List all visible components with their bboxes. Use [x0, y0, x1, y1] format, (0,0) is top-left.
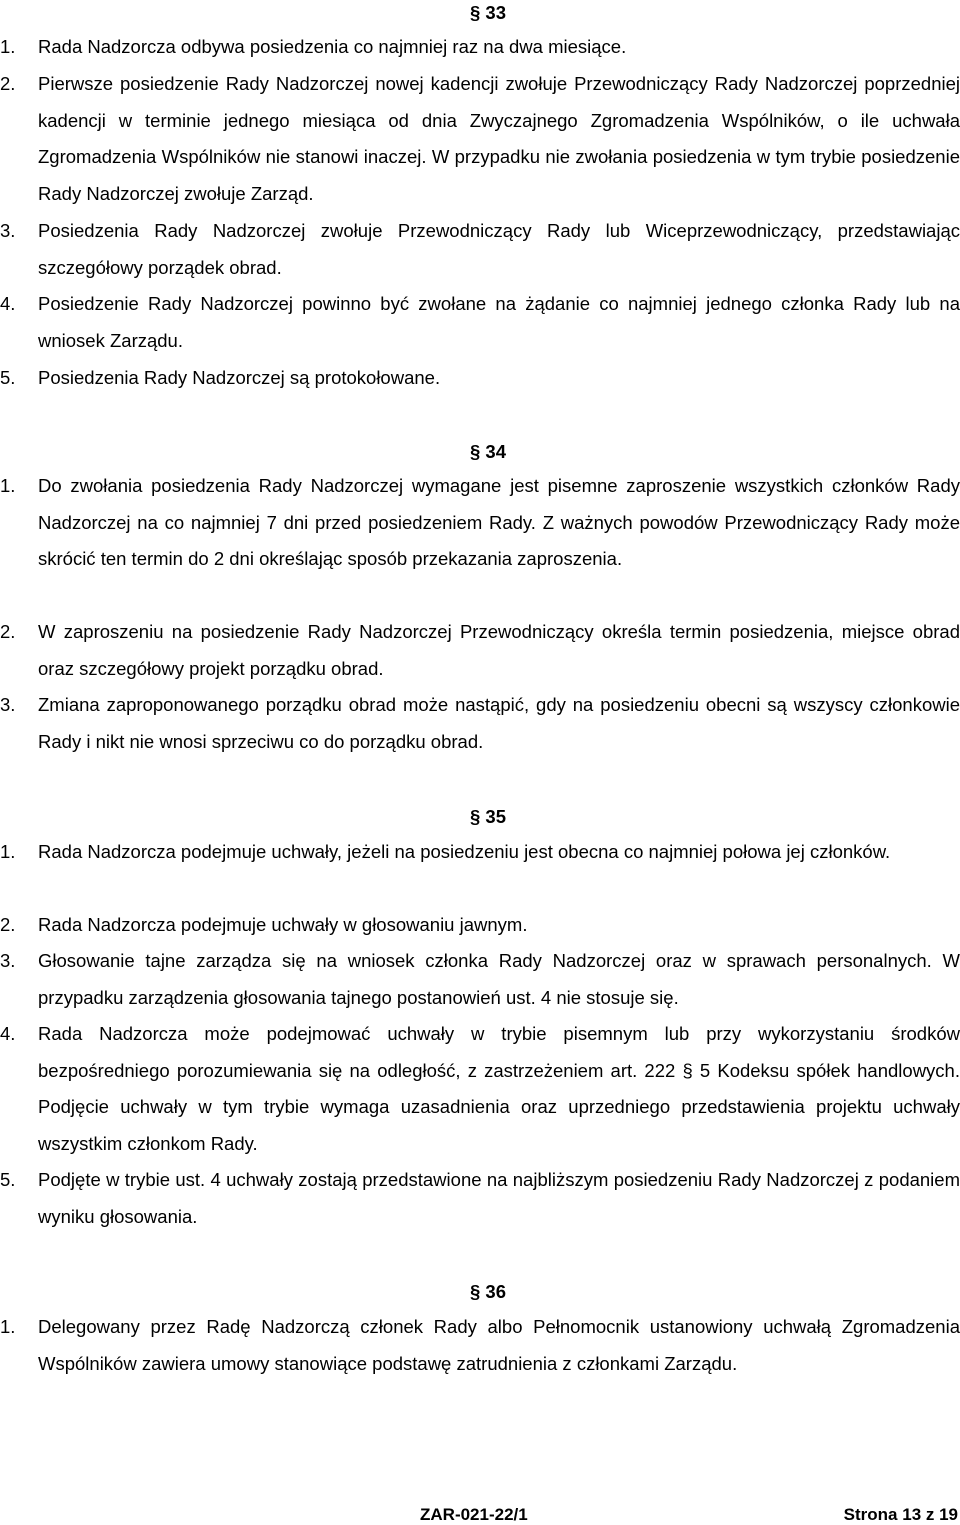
item-text: Podjęte w trybie ust. 4 uchwały zostają przedstawione na najbliższym posiedzeniu Rady Nadzorczej z podaniem wyniku głosowania. — [38, 1169, 960, 1227]
page-footer — [0, 1505, 960, 1525]
item-text: W zaproszeniu na posiedzenie Rady Nadzorczej Przewodniczący określa termin posiedzenia, miejsce obrad oraz szczegółowy projekt porządku obrad. — [38, 621, 960, 679]
item-text: Rada Nadzorcza może podejmować uchwały w trybie pisemnym lub przy wykorzystaniu środków bezpośredniego porozumiewania się na odległość, z zastrzeżeniem art. 222 § 5 Kodeksu spółek handlowych. Podjęcie uchwały w tym trybie wymaga uzasadnienia oraz uprzedniego przedstawienia projektu uchwały wszystkim członkom Rady. — [38, 1023, 960, 1154]
item-text: Delegowany przez Radę Nadzorczą członek Rady albo Pełnomocnik ustanowiony uchwałą Zgromadzenia Wspólników zawiera umowy stanowiące podstawę zatrudnienia z członkami Zarządu. — [38, 1316, 960, 1374]
item-text: Posiedzenia Rady Nadzorczej zwołuje Przewodniczący Rady lub Wiceprzewodniczący, przedstawiając szczegółowy porządek obrad. — [38, 220, 960, 278]
item-text: Zmiana zaproponowanego porządku obrad może nastąpić, gdy na posiedzeniu obecni są wszyscy członkowie Rady i nikt nie wnosi sprzeciwu co do porządku obrad. — [38, 694, 960, 752]
paragraph-item — [0, 213, 960, 286]
paragraph-item — [0, 687, 960, 760]
paragraph-item — [0, 907, 960, 944]
paragraph-item — [0, 943, 960, 1016]
item-text: Posiedzenia Rady Nadzorczej są protokołowane. — [38, 367, 441, 388]
item-number: 5. — [0, 367, 16, 388]
paragraph-item — [0, 29, 960, 66]
item-text: Do zwołania posiedzenia Rady Nadzorczej wymagane jest pisemne zaproszenie wszystkich członków Rady Nadzorczej na co najmniej 7 dni przed posiedzeniem Rady. Z ważnych powodów Przewodniczący Rady może skrócić ten termin do 2 dni określając sposób przekazania zaproszenia. — [38, 475, 960, 569]
item-number: 3. — [0, 950, 16, 971]
page-number: Strona 13 z 19 — [843, 1505, 958, 1524]
item-text: Rada Nadzorcza podejmuje uchwały w głosowaniu jawnym. — [38, 914, 528, 935]
item-text: Głosowanie tajne zarządza się na wniosek członka Rady Nadzorczej oraz w sprawach personalnych. W przypadku zarządzenia głosowania tajnego postanowień ust. 4 nie stosuje się. — [38, 950, 960, 1008]
item-number: 1. — [0, 475, 16, 496]
item-number: 2. — [0, 73, 16, 94]
item-number: 1. — [0, 841, 16, 862]
paragraph-item — [0, 614, 960, 687]
item-number: 3. — [0, 220, 16, 241]
item-text: Rada Nadzorcza podejmuje uchwały, jeżeli na posiedzeniu jest obecna co najmniej połowa jej członków. — [38, 841, 891, 862]
paragraph-item — [0, 286, 960, 359]
item-number: 4. — [0, 1023, 16, 1044]
item-number: 1. — [0, 36, 16, 57]
section-heading: § 36 — [469, 1281, 506, 1302]
section-heading: § 35 — [469, 806, 506, 827]
section-heading: § 34 — [469, 441, 506, 462]
section-heading: § 33 — [469, 2, 506, 23]
paragraph-item — [0, 468, 960, 578]
item-number: 2. — [0, 914, 16, 935]
paragraph-item — [0, 1309, 960, 1382]
paragraph-item — [0, 1162, 960, 1235]
item-number: 3. — [0, 694, 16, 715]
item-number: 5. — [0, 1169, 16, 1190]
paragraph-item — [0, 360, 960, 397]
item-number: 2. — [0, 621, 16, 642]
item-number: 1. — [0, 1316, 16, 1337]
item-number: 4. — [0, 293, 16, 314]
item-text: Rada Nadzorcza odbywa posiedzenia co najmniej raz na dwa miesiące. — [38, 36, 627, 57]
paragraph-item — [0, 834, 960, 871]
item-text: Pierwsze posiedzenie Rady Nadzorczej nowej kadencji zwołuje Przewodniczący Rady Nadzorczej poprzedniej kadencji w terminie jednego miesiąca od dnia Zwyczajnego Zgromadzenia Wspólników, o ile uchwała Zgromadzenia Wspólników nie stanowi inaczej. W przypadku nie zwołania posiedzenia w tym trybie posiedzenie Rady Nadzorczej zwołuje Zarząd. — [38, 73, 960, 204]
paragraph-item — [0, 66, 960, 212]
item-text: Posiedzenie Rady Nadzorczej powinno być zwołane na żądanie co najmniej jednego członka Rady lub na wniosek Zarządu. — [38, 293, 960, 351]
document-code: ZAR-021-22/1 — [420, 1505, 528, 1524]
paragraph-item — [0, 1016, 960, 1162]
